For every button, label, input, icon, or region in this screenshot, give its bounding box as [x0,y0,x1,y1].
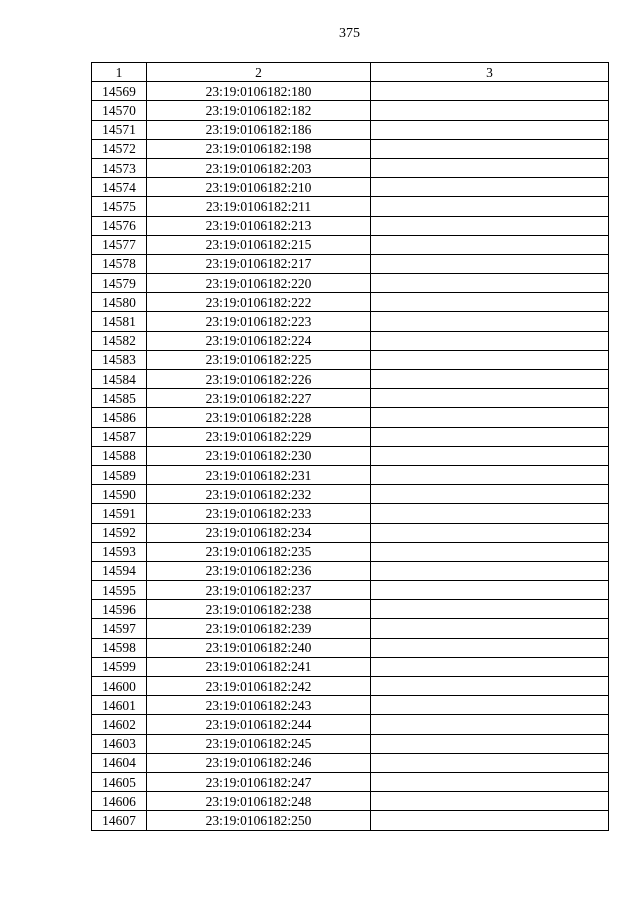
table-row [92,485,609,504]
row-number-cell: 14590 [92,485,147,504]
cadastral-number-cell: 23:19:0106182:227 [147,389,371,408]
row-number-cell: 14589 [92,465,147,484]
header-row [92,63,609,82]
cadastral-number-cell: 23:19:0106182:231 [147,465,371,484]
row-number-cell: 14578 [92,254,147,273]
row-number-cell: 14579 [92,274,147,293]
header-cell-1: 1 [92,63,147,82]
table-row [92,427,609,446]
note-cell [371,389,609,408]
table-row [92,581,609,600]
cadastral-number-cell: 23:19:0106182:247 [147,772,371,791]
cadastral-number-cell: 23:19:0106182:250 [147,811,371,830]
table-row [92,312,609,331]
note-cell [371,178,609,197]
table-row [92,254,609,273]
cadastral-number-cell: 23:19:0106182:217 [147,254,371,273]
table-row [92,677,609,696]
row-number-cell: 14569 [92,82,147,101]
table-row [92,235,609,254]
note-cell [371,772,609,791]
table-row [92,139,609,158]
note-cell [371,350,609,369]
row-number-cell: 14586 [92,408,147,427]
row-number-cell: 14573 [92,158,147,177]
table-row [92,178,609,197]
note-cell [371,811,609,830]
row-number-cell: 14577 [92,235,147,254]
table-row [92,274,609,293]
cadastral-number-cell: 23:19:0106182:232 [147,485,371,504]
note-cell [371,504,609,523]
row-number-cell: 14604 [92,753,147,772]
row-number-cell: 14597 [92,619,147,638]
row-number-cell: 14584 [92,370,147,389]
row-number-cell: 14588 [92,446,147,465]
note-cell [371,638,609,657]
cadastral-number-cell: 23:19:0106182:244 [147,715,371,734]
note-cell [371,600,609,619]
note-cell [371,139,609,158]
table-row [92,542,609,561]
note-cell [371,120,609,139]
note-cell [371,427,609,446]
cadastral-number-cell: 23:19:0106182:239 [147,619,371,638]
row-number-cell: 14571 [92,120,147,139]
table-row [92,734,609,753]
row-number-cell: 14574 [92,178,147,197]
row-number-cell: 14591 [92,504,147,523]
row-number-cell: 14601 [92,696,147,715]
cadastral-number-cell: 23:19:0106182:203 [147,158,371,177]
row-number-cell: 14603 [92,734,147,753]
table-row [92,792,609,811]
table-row [92,753,609,772]
cadastral-number-cell: 23:19:0106182:242 [147,677,371,696]
table-row [92,216,609,235]
cadastral-number-cell: 23:19:0106182:225 [147,350,371,369]
note-cell [371,677,609,696]
row-number-cell: 14594 [92,561,147,580]
cadastral-number-cell: 23:19:0106182:240 [147,638,371,657]
cadastral-number-cell: 23:19:0106182:213 [147,216,371,235]
cadastral-number-cell: 23:19:0106182:186 [147,120,371,139]
row-number-cell: 14581 [92,312,147,331]
note-cell [371,523,609,542]
cadastral-number-cell: 23:19:0106182:230 [147,446,371,465]
note-cell [371,792,609,811]
cadastral-number-cell: 23:19:0106182:243 [147,696,371,715]
table-row [92,101,609,120]
row-number-cell: 14605 [92,772,147,791]
cadastral-number-cell: 23:19:0106182:215 [147,235,371,254]
cadastral-number-cell: 23:19:0106182:180 [147,82,371,101]
cadastral-number-cell: 23:19:0106182:229 [147,427,371,446]
row-number-cell: 14583 [92,350,147,369]
note-cell [371,254,609,273]
page-number: 375 [339,26,360,41]
note-cell [371,485,609,504]
row-number-cell: 14585 [92,389,147,408]
note-cell [371,465,609,484]
cadastral-number-cell: 23:19:0106182:228 [147,408,371,427]
table-row [92,504,609,523]
row-number-cell: 14600 [92,677,147,696]
table-row [92,408,609,427]
note-cell [371,561,609,580]
row-number-cell: 14580 [92,293,147,312]
cadastral-number-cell: 23:19:0106182:198 [147,139,371,158]
row-number-cell: 14602 [92,715,147,734]
note-cell [371,235,609,254]
cadastral-number-cell: 23:19:0106182:210 [147,178,371,197]
table-row [92,619,609,638]
cadastral-table [91,62,609,831]
row-number-cell: 14572 [92,139,147,158]
cadastral-number-cell: 23:19:0106182:245 [147,734,371,753]
table-row [92,715,609,734]
table-row [92,465,609,484]
cadastral-number-cell: 23:19:0106182:220 [147,274,371,293]
note-cell [371,312,609,331]
note-cell [371,753,609,772]
table-row [92,158,609,177]
row-number-cell: 14575 [92,197,147,216]
row-number-cell: 14576 [92,216,147,235]
row-number-cell: 14582 [92,331,147,350]
cadastral-number-cell: 23:19:0106182:224 [147,331,371,350]
note-cell [371,101,609,120]
table-header [92,63,609,82]
table-row [92,331,609,350]
cadastral-number-cell: 23:19:0106182:236 [147,561,371,580]
header-cell-3: 3 [371,63,609,82]
row-number-cell: 14596 [92,600,147,619]
note-cell [371,657,609,676]
cadastral-number-cell: 23:19:0106182:182 [147,101,371,120]
table-row [92,772,609,791]
table-row [92,350,609,369]
note-cell [371,216,609,235]
note-cell [371,408,609,427]
cadastral-number-cell: 23:19:0106182:241 [147,657,371,676]
note-cell [371,696,609,715]
table-row [92,293,609,312]
note-cell [371,82,609,101]
row-number-cell: 14592 [92,523,147,542]
table-row [92,197,609,216]
table-row [92,120,609,139]
cadastral-number-cell: 23:19:0106182:237 [147,581,371,600]
table-row [92,370,609,389]
cadastral-number-cell: 23:19:0106182:235 [147,542,371,561]
note-cell [371,197,609,216]
table-row [92,811,609,830]
row-number-cell: 14607 [92,811,147,830]
table-row [92,657,609,676]
row-number-cell: 14587 [92,427,147,446]
note-cell [371,446,609,465]
header-cell-2: 2 [147,63,371,82]
cadastral-number-cell: 23:19:0106182:226 [147,370,371,389]
cadastral-number-cell: 23:19:0106182:234 [147,523,371,542]
table-row [92,389,609,408]
note-cell [371,734,609,753]
table-row [92,600,609,619]
table-row [92,82,609,101]
cadastral-number-cell: 23:19:0106182:233 [147,504,371,523]
cadastral-number-cell: 23:19:0106182:238 [147,600,371,619]
row-number-cell: 14593 [92,542,147,561]
row-number-cell: 14599 [92,657,147,676]
cadastral-number-cell: 23:19:0106182:248 [147,792,371,811]
table-row [92,561,609,580]
table-row [92,446,609,465]
note-cell [371,619,609,638]
cadastral-number-cell: 23:19:0106182:246 [147,753,371,772]
note-cell [371,293,609,312]
note-cell [371,331,609,350]
row-number-cell: 14606 [92,792,147,811]
note-cell [371,370,609,389]
cadastral-number-cell: 23:19:0106182:223 [147,312,371,331]
cadastral-number-cell: 23:19:0106182:222 [147,293,371,312]
note-cell [371,542,609,561]
note-cell [371,274,609,293]
row-number-cell: 14595 [92,581,147,600]
row-number-cell: 14570 [92,101,147,120]
table-body [92,82,609,830]
table-row [92,696,609,715]
note-cell [371,158,609,177]
table-row [92,638,609,657]
row-number-cell: 14598 [92,638,147,657]
note-cell [371,581,609,600]
cadastral-number-cell: 23:19:0106182:211 [147,197,371,216]
table-row [92,523,609,542]
note-cell [371,715,609,734]
